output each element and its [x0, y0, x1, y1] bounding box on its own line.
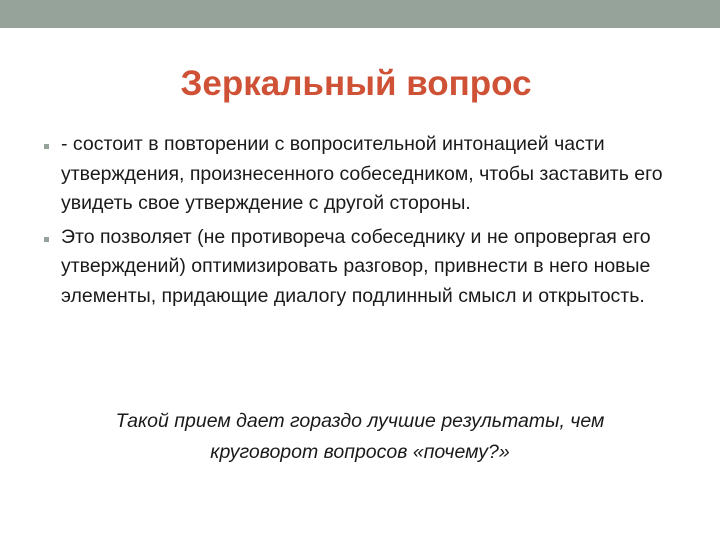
slide-title: Зеркальный вопрос: [180, 64, 532, 103]
bullet-list: [44, 130, 674, 315]
bullet-marker-icon: [44, 144, 49, 149]
closing-note-line: круговорот вопросов «почему?»: [210, 441, 510, 463]
bullet-text: - состоит в повторении с вопросительной интонацией части утверждения, произнесенного собеседником, чтобы заставить его увидеть свое утверждение с другой стороны.: [61, 133, 663, 214]
bullet-item: [44, 223, 674, 312]
top-accent-band: [0, 0, 720, 28]
bullet-item: [44, 130, 674, 219]
bullet-marker-icon: [44, 237, 49, 242]
closing-note-line: Такой прием дает гораздо лучшие результаты, чем: [115, 410, 605, 432]
bullet-text: Это позволяет (не противореча собеседнику и не опровергая его утверждений) оптимизировать разговор, привнести в него новые элементы, придающие диалогу подлинный смысл и открытость.: [61, 225, 651, 307]
closing-note: [40, 406, 680, 468]
